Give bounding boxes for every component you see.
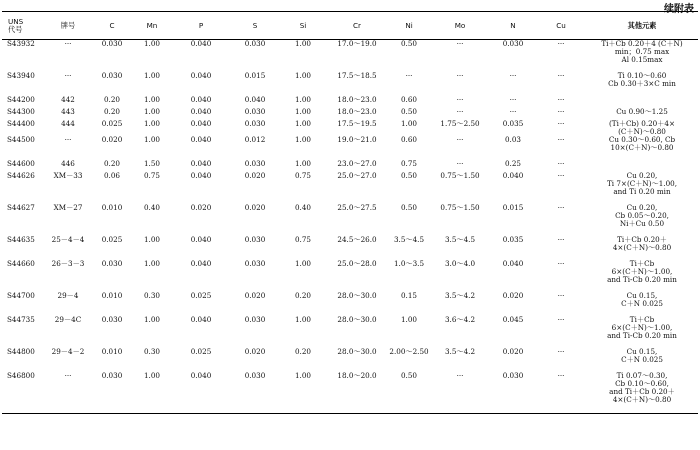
cell-other-line: Cu 0.20, [626,202,658,212]
cell-other [586,348,698,372]
cell-mo: 1.75～2.50 [440,118,480,128]
cell-mo: 3.0～4.0 [444,258,476,268]
cell-s: 0.030 [244,158,266,168]
cell-cr: 25.0～27.0 [337,170,377,180]
cell-other-line: Ti＋Cb [629,258,655,268]
cell-other-line: C＋N 0.025 [621,298,663,308]
col-header-c: C [109,20,115,30]
cell-cr: 17.5～19.5 [337,118,377,128]
cell-other-line: 10×(C＋N)～0.80 [610,142,674,152]
cell-other-line: Ti＋Cb 0.20＋ [617,234,667,244]
cell-cu: ··· [557,106,565,116]
cell-grade: 26－3－3 [51,258,85,268]
cell-c: 0.010 [101,202,123,212]
cell-other-line: and Ti-Cb 0.20 min [607,274,677,284]
cell-si: 0.20 [294,290,311,300]
col-header-uns [2,12,44,40]
composition-table [2,11,698,414]
cell-mo: 3.5～4.2 [444,346,476,356]
cell-s: 0.030 [244,106,266,116]
cell-other [586,316,698,348]
cell-other-line: and Ti＋Cb 0.20＋ [609,386,675,396]
cell-n: 0.020 [502,290,524,300]
cell-c: 0.030 [101,314,123,324]
cell-si: 1.00 [294,94,311,104]
cell-mo: ··· [456,106,464,116]
cell-p: 0.040 [190,258,212,268]
cell-cu: ··· [557,94,565,104]
cell-other-line [586,160,698,168]
cell-other-line: Ti＋Cb [629,314,655,324]
cell-grade: 29－4 [57,290,79,300]
cell-cu: ··· [557,202,565,212]
cell-p: 0.020 [190,202,212,212]
cell-c: 0.030 [101,70,123,80]
table-row [2,136,698,160]
cell-cr: 18.0～23.0 [337,106,377,116]
cell-uns: S44500 [7,134,35,144]
cell-cu: ··· [557,258,565,268]
cell-cu: ··· [557,70,565,80]
cell-s: 0.030 [244,234,266,244]
cell-ni: 3.5～4.5 [393,234,425,244]
cell-other-line: Cu 0.15, [626,346,658,356]
cell-uns: S44660 [7,258,35,268]
table-row [2,160,698,172]
cell-c: 0.025 [101,118,123,128]
cell-cr: 23.0～27.0 [337,158,377,168]
cell-n: 0.045 [502,314,524,324]
cell-c: 0.030 [101,258,123,268]
cell-ni: 0.50 [400,39,417,48]
cell-other [586,172,698,204]
cell-grade: XM－27 [53,202,83,212]
cell-ni: ··· [405,70,413,80]
table-row [2,96,698,108]
cell-cu: ··· [557,234,565,244]
cell-si: 1.00 [294,258,311,268]
table-row [2,40,698,72]
cell-other-line: Cu 0.90～1.25 [616,106,668,116]
cell-c: 0.20 [103,158,120,168]
cell-cu: ··· [557,170,565,180]
cell-uns: S44400 [7,118,35,128]
cell-n: 0.015 [502,202,524,212]
cell-mn: 1.00 [143,258,160,268]
cell-si: 1.00 [294,106,311,116]
cell-s: 0.030 [244,258,266,268]
cell-si: 1.00 [294,158,311,168]
cell-uns: S46800 [7,370,35,380]
cell-p: 0.040 [190,158,212,168]
cell-other [586,236,698,260]
cell-other [586,160,698,172]
cell-n: 0.25 [504,158,521,168]
cell-p: 0.040 [190,94,212,104]
table-row [2,236,698,260]
cell-other-line: min；0.75 max [614,47,670,56]
cell-grade: ··· [64,70,72,80]
cell-other-line: Ti 0.07～0.30, [616,370,668,380]
cell-grade: 25－4－4 [51,234,85,244]
cell-cr: 18.0～23.0 [337,94,377,104]
cell-s: 0.020 [244,202,266,212]
cell-ni: 0.50 [400,106,417,116]
cell-s: 0.040 [244,94,266,104]
cell-mn: 1.00 [143,134,160,144]
cell-other-line: Ti 7×(C＋N)～1.00, [606,178,678,188]
cell-c: 0.030 [101,370,123,380]
cell-grade: ··· [64,370,72,380]
cell-other-line: 6×(C＋N)～1.00, [611,322,673,332]
cell-other-line: 4×(C＋N)～0.80 [612,394,672,404]
cell-cr: 18.0～20.0 [337,370,377,380]
cell-ni: 1.00 [400,314,417,324]
cell-uns: S44800 [7,346,35,356]
cell-c: 0.020 [101,134,123,144]
cell-ni: 0.50 [400,202,417,212]
cell-c: 0.20 [103,94,120,104]
cell-other-line: 6×(C＋N)～1.00, [611,266,673,276]
cell-mo: 3.6～4.2 [444,314,476,324]
cell-p: 0.040 [190,314,212,324]
cell-uns: S44627 [7,202,35,212]
cell-mn: 1.00 [143,94,160,104]
cell-other [586,96,698,108]
cell-p: 0.040 [190,234,212,244]
cell-other-line [586,96,698,104]
cell-grade: 444 [61,118,75,128]
cell-si: 1.00 [294,314,311,324]
cell-si: 0.20 [294,346,311,356]
cell-mo: 3.5～4.5 [444,234,476,244]
cell-ni: 1.00 [400,118,417,128]
cell-s: 0.015 [244,70,266,80]
cell-si: 1.00 [294,134,311,144]
cell-mo: ··· [456,39,464,48]
table-row [2,172,698,204]
cell-mn: 1.00 [143,70,160,80]
cell-ni: 1.0～3.5 [393,258,425,268]
cell-ni: 2.00～2.50 [389,346,429,356]
cell-n: ··· [509,106,517,116]
cell-other [586,260,698,292]
cell-cr: 17.0～19.0 [337,39,377,48]
cell-si: 1.00 [294,39,311,48]
cell-grade: ··· [64,39,72,48]
cell-cr: 28.0～30.0 [337,346,377,356]
cell-cr: 19.0～21.0 [337,134,377,144]
cell-uns: S44300 [7,106,35,116]
cell-c: 0.030 [101,39,123,48]
cell-mo: ··· [456,370,464,380]
cell-other-line: (C＋N)～0.80 [618,126,666,136]
cell-uns: S43932 [7,39,35,48]
cell-mo: 0.75～1.50 [440,170,480,180]
cell-mo: 0.75～1.50 [440,202,480,212]
cell-other-line: Cb 0.30＋3×C min [608,78,676,88]
cell-cr: 25.0～28.0 [337,258,377,268]
cell-mn: 1.50 [143,158,160,168]
cell-cr: 17.5～18.5 [337,70,377,80]
cell-p: 0.040 [190,39,212,48]
cell-s: 0.012 [244,134,266,144]
table-body [2,40,698,414]
cell-uns: S44735 [7,314,35,324]
cell-cr: 28.0～30.0 [337,290,377,300]
cell-uns: S44635 [7,234,35,244]
cell-p: 0.040 [190,170,212,180]
cell-cu: ··· [557,314,565,324]
cell-s: 0.030 [244,39,266,48]
cell-grade: XM－33 [53,170,83,180]
col-header-uns-line2: 代号 [8,24,23,34]
cell-mo: ··· [456,94,464,104]
cell-grade: 29－4－2 [51,346,85,356]
cell-ni: 0.60 [400,94,417,104]
col-header-si: Si [299,20,307,30]
cell-p: 0.040 [190,370,212,380]
table-row [2,108,698,120]
cell-ni: 0.50 [400,370,417,380]
cell-s: 0.030 [244,314,266,324]
table-row [2,292,698,316]
cell-ni: 0.60 [400,134,417,144]
col-header-other: 其他元素 [627,20,657,30]
cell-other [586,292,698,316]
cell-cu: ··· [557,346,565,356]
col-header-uns-line1: UNS [8,16,24,26]
cell-other [586,40,698,72]
col-header-n: N [510,20,516,30]
cell-n: 0.035 [502,118,524,128]
col-header-grade: 牌号 [60,20,76,30]
cell-p: 0.040 [190,134,212,144]
cell-si: 0.40 [294,202,311,212]
col-header-ni: Ni [405,20,413,30]
cell-n: 0.035 [502,234,524,244]
table-row [2,204,698,236]
table-caption: 续附表 [664,4,694,15]
cell-p: 0.040 [190,118,212,128]
cell-s: 0.030 [244,118,266,128]
cell-mn: 0.40 [143,202,160,212]
table-row [2,316,698,348]
cell-n: 0.030 [502,39,524,48]
cell-uns: S44600 [7,158,35,168]
cell-mn: 1.00 [143,370,160,380]
cell-n: 0.030 [502,370,524,380]
cell-other-line: Cb 0.05～0.20, [615,210,669,220]
cell-cu: ··· [557,158,565,168]
cell-cr: 28.0～30.0 [337,314,377,324]
cell-other-line: Ni＋Cu 0.50 [619,218,665,228]
cell-n: 0.040 [502,258,524,268]
cell-mn: 1.00 [143,39,160,48]
cell-uns: S43940 [7,70,35,80]
cell-mo: ··· [456,70,464,80]
cell-mn: 1.00 [143,314,160,324]
cell-other-line: C＋N 0.025 [621,354,663,364]
cell-mo: ··· [456,134,464,144]
table-row [2,260,698,292]
cell-ni: 0.50 [400,170,417,180]
cell-cu: ··· [557,370,565,380]
cell-n: 0.020 [502,346,524,356]
cell-grade: 446 [61,158,75,168]
cell-cr: 25.0～27.5 [337,202,377,212]
cell-other-line: 4×(C＋N)～0.80 [612,242,672,252]
cell-cu: ··· [557,290,565,300]
cell-n: ··· [509,94,517,104]
cell-mn: 1.00 [143,234,160,244]
cell-grade: 29－4C [54,314,82,324]
cell-cr: 24.5～26.0 [337,234,377,244]
cell-s: 0.020 [244,290,266,300]
cell-si: 1.00 [294,70,311,80]
cell-uns: S44626 [7,170,35,180]
cell-grade: ··· [64,134,72,144]
cell-other-line: Ti＋Cb 0.20＋4 (C＋N) [601,39,683,48]
cell-other [586,372,698,414]
cell-other-line: and Ti-Cb 0.20 min [607,330,677,340]
cell-other-line: Al 0.15max [621,55,663,64]
table-row [2,348,698,372]
col-header-s: S [252,20,258,30]
table-row [2,120,698,136]
cell-c: 0.06 [103,170,120,180]
cell-mn: 1.00 [143,106,160,116]
cell-p: 0.025 [190,290,212,300]
col-header-cu: Cu [556,20,566,30]
cell-mo: ··· [456,158,464,168]
cell-mn: 0.30 [143,290,160,300]
cell-other [586,120,698,136]
cell-other-line: Cu 0.15, [626,290,658,300]
cell-si: 1.00 [294,118,311,128]
cell-n: 0.040 [502,170,524,180]
cell-cu: ··· [557,39,565,48]
cell-other-line: Cb 0.10～0.60, [615,378,669,388]
cell-p: 0.025 [190,346,212,356]
cell-s: 0.030 [244,370,266,380]
table-row [2,72,698,96]
col-header-mo: Mo [454,20,466,30]
cell-other-line: and Ti 0.20 min [613,186,671,196]
cell-cu: ··· [557,118,565,128]
cell-si: 1.00 [294,370,311,380]
cell-c: 0.010 [101,290,123,300]
cell-p: 0.040 [190,106,212,116]
cell-c: 0.025 [101,234,123,244]
cell-mo: 3.5～4.2 [444,290,476,300]
cell-mn: 1.00 [143,118,160,128]
header-row [2,12,698,40]
cell-p: 0.040 [190,70,212,80]
cell-grade: 442 [61,94,75,104]
cell-other-line: Ti 0.10～0.60 [617,70,667,80]
cell-other [586,108,698,120]
table-row [2,372,698,414]
cell-n: 0.03 [504,134,521,144]
cell-other-line: Cu 0.20, [626,170,658,180]
cell-ni: 0.15 [400,290,417,300]
cell-uns: S44200 [7,94,35,104]
cell-si: 0.75 [294,170,311,180]
col-header-cr: Cr [353,20,361,30]
cell-cu: ··· [557,134,565,144]
cell-c: 0.20 [103,106,120,116]
cell-mn: 0.30 [143,346,160,356]
cell-s: 0.020 [244,346,266,356]
cell-n: ··· [509,70,517,80]
col-header-p: P [198,20,204,30]
cell-mn: 0.75 [143,170,160,180]
cell-other [586,136,698,160]
cell-s: 0.020 [244,170,266,180]
cell-other [586,72,698,96]
cell-c: 0.010 [101,346,123,356]
col-header-mn: Mn [146,20,158,30]
cell-other [586,204,698,236]
cell-uns: S44700 [7,290,35,300]
cell-other-line: Cu 0.30～0.60, Cb [608,134,676,144]
cell-grade: 443 [61,106,75,116]
cell-ni: 0.75 [400,158,417,168]
cell-si: 0.75 [294,234,311,244]
cell-other-line: (Ti＋Cb) 0.20＋4× [608,118,676,128]
